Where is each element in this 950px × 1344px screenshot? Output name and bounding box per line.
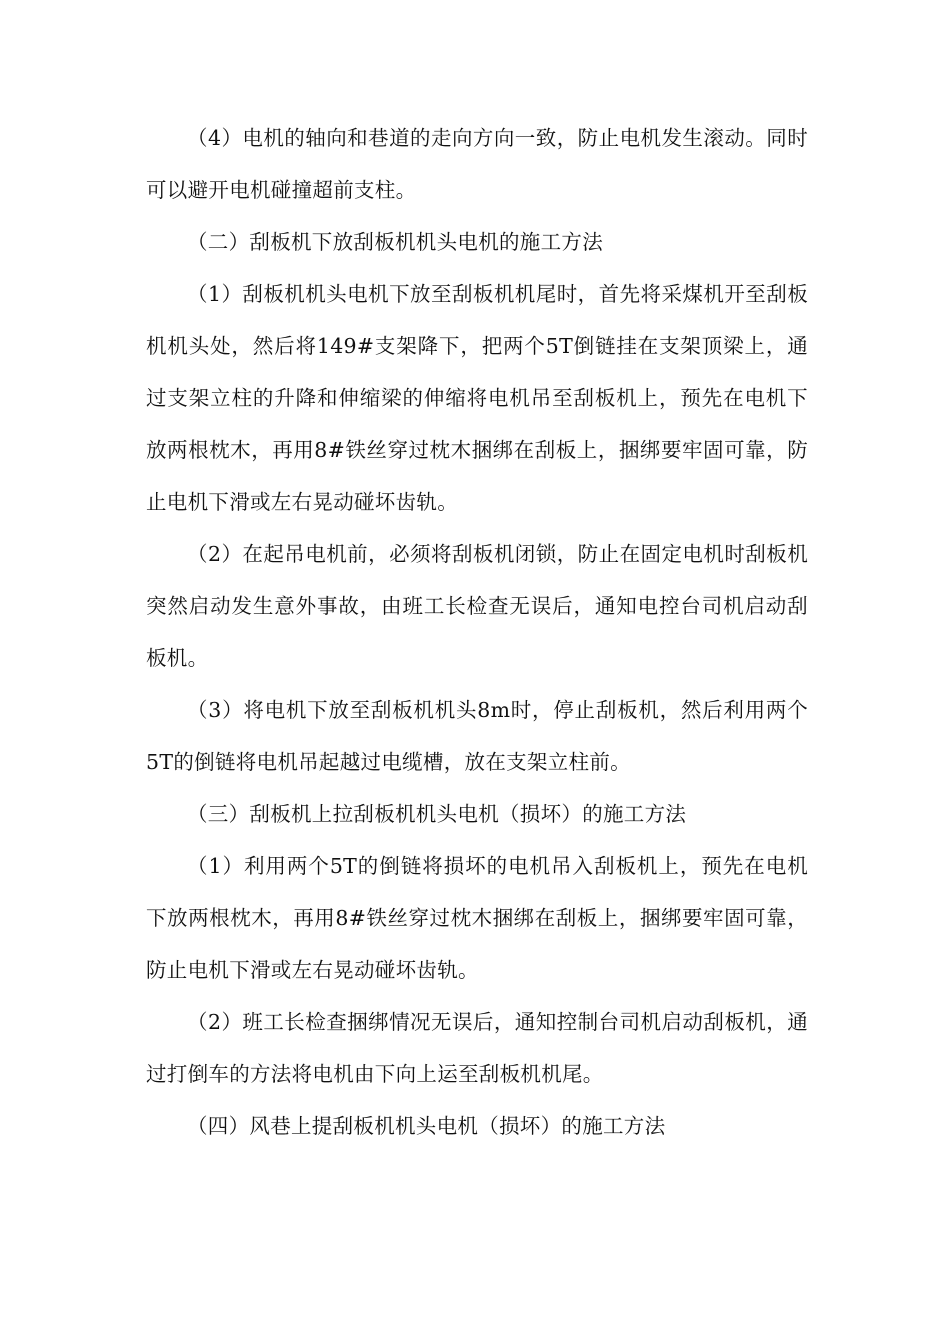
section-heading-2: （二）刮板机下放刮板机机头电机的施工方法 (187, 230, 603, 254)
paragraph-motor-orientation: （4）电机的轴向和巷道的走向方向一致，防止电机发生滚动。同时可以避开电机碰撞超前支柱。 (146, 126, 808, 202)
paragraph-raising-step-1: （1）利用两个5T的倒链将损坏的电机吊入刮板机上，预先在电机下放两根枕木，再用8#铁丝穿过枕木捆绑在刮板上，捆绑要牢固可靠，防止电机下滑或左右晃动碰坏齿轨。 (146, 854, 808, 982)
paragraph-lowering-step-1: （1）刮板机机头电机下放至刮板机机尾时，首先将采煤机开至刮板机机头处，然后将149#支架降下，把两个5T倒链挂在支架顶梁上，通过支架立柱的升降和伸缩梁的伸缩将电机吊至刮板机上，预先在电机下放两根枕木，再用8#铁丝穿过枕木捆绑在刮板上，捆绑要牢固可靠，防止电机下滑或左右晃动碰坏齿轨。 (146, 282, 808, 514)
paragraph-lowering-step-3: （3）将电机下放至刮板机机头8m时，停止刮板机，然后利用两个5T的倒链将电机吊起越过电缆槽，放在支架立柱前。 (146, 698, 808, 774)
document-body (146, 112, 808, 1152)
paragraph-lowering-step-2: （2）在起吊电机前，必须将刮板机闭锁，防止在固定电机时刮板机突然启动发生意外事故，由班工长检查无误后，通知电控台司机启动刮板机。 (146, 542, 808, 670)
paragraph-raising-step-2: （2）班工长检查捆绑情况无误后，通知控制台司机启动刮板机，通过打倒车的方法将电机由下向上运至刮板机机尾。 (146, 1010, 808, 1086)
section-heading-4: （四）风巷上提刮板机机头电机（损坏）的施工方法 (187, 1114, 666, 1138)
section-heading-3: （三）刮板机上拉刮板机机头电机（损坏）的施工方法 (187, 802, 687, 826)
